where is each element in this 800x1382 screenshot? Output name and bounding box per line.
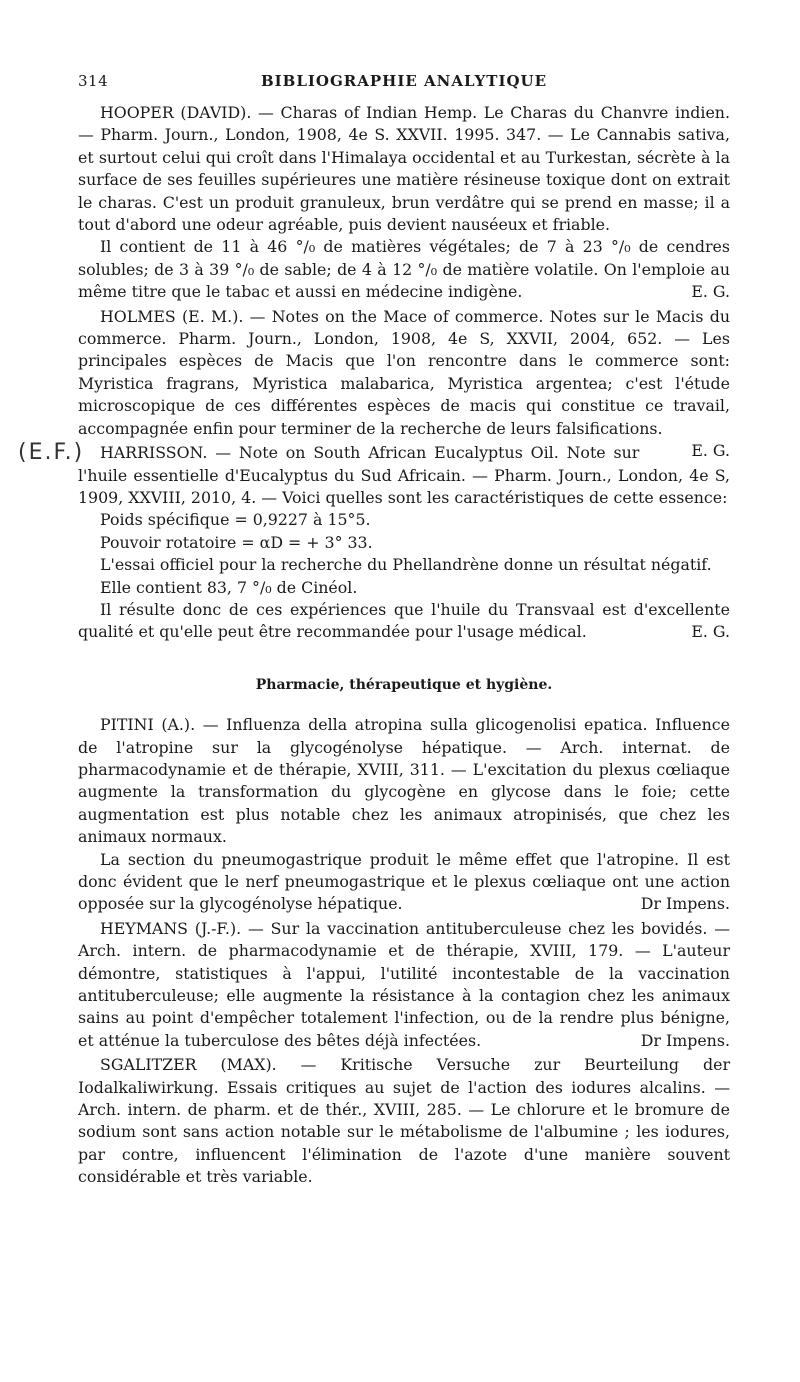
entry-paragraph bbox=[78, 714, 730, 848]
bibliography-entry bbox=[78, 714, 730, 916]
paragraph-text: Poids spécifique = 0,9227 à 15°5. bbox=[100, 510, 371, 530]
entry-paragraph bbox=[78, 1054, 730, 1188]
entry-paragraph bbox=[78, 509, 730, 531]
paragraph-text: SGALITZER (MAX). — Kritische Versuche zur Beurteilung der Iodalkaliwirkung. Essais critiques au sujet de l'action des iodures alcalins. — Arch. intern. de pharm. et de thér., XVIII, 285. — Le chlorure et le bromure de sodium sont sans action notable sur le métabolisme de l'albumine ; les iodures, par contre, influencent l'élimination de l'azote d'une manière souvent considérable et très variable. bbox=[78, 1055, 730, 1187]
entries-group-1 bbox=[78, 102, 730, 644]
entry-paragraph bbox=[78, 236, 730, 303]
paragraph-text: HEYMANS (J.-F.). — Sur la vaccination antituberculeuse chez les bovidés. — Arch. intern. de pharmacodynamie et de thérapie, XVIII, 179. — L'auteur démontre, statistiques à l'appui, l'utilité incontestable de la vaccination antituberculeuse; elle augmente la résistance à la contagion chez les animaux sains au point d'empêcher totalement l'infection, ou de la rendre plus bénigne, et atténue la tuberculose des bêtes déjà infectées. bbox=[78, 918, 730, 1050]
bibliography-entry bbox=[78, 102, 730, 304]
paragraph-text: PITINI (A.). — Influenza della atropina sulla glicogenolisi epatica. Influence de l'atropine sur la glycogénolyse hépatique. — Arch. internat. de pharmacodynamie et de thérapie, XVIII, 311. — L'excitation du plexus cœliaque augmente la transformation du glycogène en glycose dans le foie; cette augmentation est plus notable chez les animaux atropinisés, que chez les animaux normaux. bbox=[78, 715, 730, 847]
reviewer-signature: E. G. bbox=[691, 622, 730, 642]
running-title: BIBLIOGRAPHIE ANALYTIQUE bbox=[260, 72, 548, 90]
entry-paragraph bbox=[78, 577, 730, 599]
reviewer-signature: E. G. bbox=[691, 282, 730, 302]
paragraph-text: L'essai officiel pour la recherche du Phellandrène donne un résultat négatif. bbox=[100, 555, 712, 575]
bibliography-entry bbox=[78, 442, 730, 644]
entry-paragraph bbox=[78, 306, 730, 461]
entry-paragraph bbox=[78, 918, 730, 1052]
bibliography-entry bbox=[78, 1054, 730, 1188]
bibliography-entry bbox=[78, 306, 730, 461]
paragraph-text: HARRISSON. — Note on South African Eucalyptus Oil. Note sur l'huile essentielle d'Eucalyptus du Sud Africain. — Pharm. Journ., London, 4e S, 1909, XXVIII, 2010, 4. — Voici quelles sont les caractéristiques de cette essence: bbox=[78, 443, 730, 507]
entries-group-2 bbox=[78, 714, 730, 1189]
entry-paragraph bbox=[78, 532, 730, 554]
paragraph-text: Il contient de 11 à 46 °/₀ de matières végétales; de 7 à 23 °/₀ de cendres solubles; de 3 à 39 °/₀ de sable; de 4 à 12 °/₀ de matière volatile. On l'emploie au même titre que le tabac et aussi en médecine indigène. bbox=[78, 237, 730, 302]
entry-paragraph bbox=[78, 442, 730, 509]
reviewer-signature: E. G. bbox=[691, 441, 730, 461]
paragraph-text: Elle contient 83, 7 °/₀ de Cinéol. bbox=[100, 577, 358, 597]
paragraph-text: HOOPER (DAVID). — Charas of Indian Hemp. Le Charas du Chanvre indien. — Pharm. Journ., London, 1908, 4e S. XXVII. 1995. 347. — Le Cannabis sativa, et surtout celui qui croît dans l'Himalaya occidental et au Turkestan, sécrète à la surface de ses feuilles supérieures une matière résineuse toxique dont on extrait le charas. C'est un produit granuleux, brun verdâtre qui se prend en masse; il a tout d'abord une odeur agréable, puis devient nauséeux et friable. bbox=[78, 103, 730, 235]
section-heading: Pharmacie, thérapeutique et hygiène. bbox=[255, 676, 553, 693]
article-body bbox=[78, 102, 730, 1191]
reviewer-signature: Dr Impens. bbox=[640, 1030, 730, 1050]
entry-paragraph bbox=[78, 554, 730, 576]
paragraph-text: Il résulte donc de ces expériences que l'huile du Transvaal est d'excellente qualité et qu'elle peut être recommandée pour l'usage médical. bbox=[78, 599, 730, 642]
paragraph-text: La section du pneumogastrique produit le même effet que l'atropine. Il est donc évident que le nerf pneumogastrique et le plexus cœliaque ont une action opposée sur la glycogénolyse hépatique. bbox=[78, 849, 730, 914]
bibliography-entry bbox=[78, 918, 730, 1052]
reviewer-signature: Dr Impens. bbox=[640, 894, 730, 914]
entry-paragraph bbox=[78, 102, 730, 236]
entry-paragraph bbox=[78, 599, 730, 644]
handwritten-annotation: (E.F.) bbox=[18, 440, 85, 465]
page-number: 314 bbox=[78, 72, 109, 90]
paragraph-text: Pouvoir rotatoire = αD = + 3° 33. bbox=[100, 532, 373, 552]
running-header bbox=[78, 72, 730, 94]
paragraph-text: HOLMES (E. M.). — Notes on the Mace of commerce. Notes sur le Macis du commerce. Pharm. Journ., London, 1908, 4e S, XXVII, 2004, 652. — Les principales espèces de Macis que l'on rencontre dans le commerce sont: Myristica fragrans, Myristica malabarica, Myristica argentea; c'est l'étude microscopique de ces différentes espèces de macis qui constitue ce travail, accompagnée enfin pour terminer de la recherche de leurs falsifications. bbox=[78, 306, 730, 438]
entry-paragraph bbox=[78, 849, 730, 916]
